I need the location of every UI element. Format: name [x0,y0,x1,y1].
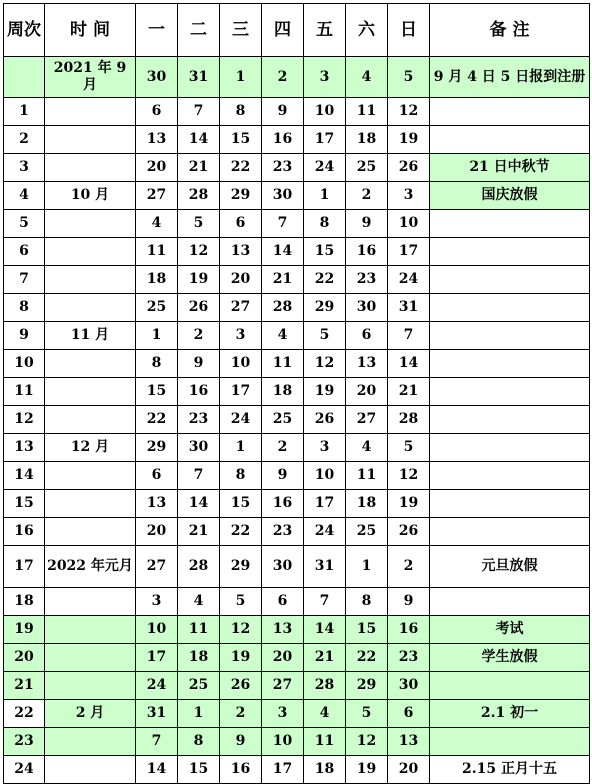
day-cell: 7 [178,98,220,126]
day-cell: 22 [136,406,178,434]
table-row [4,126,590,154]
day-cell: 30 [262,182,304,210]
day-cell: 29 [136,434,178,462]
day-cell: 10 [388,210,430,238]
day-cell: 6 [262,588,304,616]
month-label [45,672,136,700]
day-cell: 17 [220,378,262,406]
day-cell: 12 [304,350,346,378]
day-cell: 5 [178,210,220,238]
header-week: 周次 [4,4,45,57]
day-cell: 2 [220,700,262,728]
day-cell: 11 [262,350,304,378]
day-cell: 3 [262,700,304,728]
week-number: 4 [4,182,45,210]
day-cell: 16 [262,126,304,154]
table-row [4,518,590,546]
week-number: 9 [4,322,45,350]
day-cell: 20 [136,154,178,182]
day-cell: 18 [178,644,220,672]
day-cell: 19 [388,126,430,154]
note-cell [430,728,590,756]
week-number: 8 [4,294,45,322]
day-cell: 14 [262,238,304,266]
day-cell: 15 [220,490,262,518]
day-cell: 31 [178,57,220,98]
note-cell [430,672,590,700]
month-label [45,350,136,378]
day-cell: 5 [346,700,388,728]
day-cell: 8 [220,98,262,126]
note-cell [430,126,590,154]
day-cell: 17 [136,644,178,672]
day-cell: 2 [262,434,304,462]
day-cell: 15 [346,616,388,644]
note-cell: 元旦放假 [430,546,590,588]
day-cell: 29 [220,546,262,588]
day-cell: 19 [304,378,346,406]
month-label [45,266,136,294]
day-cell: 27 [262,672,304,700]
day-cell: 17 [304,490,346,518]
week-number: 6 [4,238,45,266]
day-cell: 29 [220,182,262,210]
day-cell: 22 [220,518,262,546]
note-cell [430,378,590,406]
day-cell: 23 [346,266,388,294]
day-cell: 16 [346,238,388,266]
day-cell: 23 [262,154,304,182]
month-label [45,756,136,784]
day-cell: 17 [304,126,346,154]
day-cell: 10 [262,728,304,756]
table-row [4,238,590,266]
note-cell [430,350,590,378]
table-row [4,700,590,728]
day-cell: 14 [136,756,178,784]
day-cell: 11 [346,462,388,490]
day-cell: 18 [346,126,388,154]
day-cell: 20 [220,266,262,294]
day-cell: 24 [220,406,262,434]
day-cell: 19 [178,266,220,294]
day-cell: 11 [304,728,346,756]
note-cell [430,434,590,462]
day-cell: 4 [136,210,178,238]
day-cell: 28 [262,294,304,322]
day-cell: 6 [388,700,430,728]
table-row [4,462,590,490]
day-cell: 22 [220,154,262,182]
note-cell [430,238,590,266]
day-cell: 22 [304,266,346,294]
day-cell: 12 [388,98,430,126]
day-cell: 18 [304,756,346,784]
week-number: 13 [4,434,45,462]
day-cell: 10 [136,616,178,644]
day-cell: 4 [346,57,388,98]
day-cell: 11 [178,616,220,644]
week-number: 3 [4,154,45,182]
day-cell: 21 [178,518,220,546]
day-cell: 4 [304,700,346,728]
day-cell: 23 [178,406,220,434]
day-cell: 16 [220,756,262,784]
note-cell: 2.1 初一 [430,700,590,728]
day-cell: 8 [220,462,262,490]
note-cell: 9 月 4 日 5 日报到注册 [430,57,590,98]
day-cell: 25 [346,518,388,546]
note-cell [430,266,590,294]
day-cell: 23 [262,518,304,546]
table-row [4,588,590,616]
day-cell: 8 [346,588,388,616]
week-number: 20 [4,644,45,672]
day-cell: 25 [178,672,220,700]
day-cell: 20 [136,518,178,546]
day-cell: 1 [220,57,262,98]
day-cell: 4 [346,434,388,462]
day-cell: 26 [388,154,430,182]
table-row [4,322,590,350]
day-cell: 1 [178,700,220,728]
month-label: 12 月 [45,434,136,462]
day-cell: 21 [262,266,304,294]
month-label: 2022 年元月 [45,546,136,588]
day-cell: 25 [346,154,388,182]
day-cell: 1 [220,434,262,462]
header-day: 四 [262,4,304,57]
day-cell: 6 [220,210,262,238]
day-cell: 17 [262,756,304,784]
day-cell: 11 [136,238,178,266]
week-number: 16 [4,518,45,546]
table-row [4,406,590,434]
day-cell: 7 [136,728,178,756]
day-cell: 24 [304,154,346,182]
day-cell: 17 [388,238,430,266]
note-cell: 2.15 正月十五 [430,756,590,784]
day-cell: 26 [178,294,220,322]
note-cell: 国庆放假 [430,182,590,210]
day-cell: 26 [220,672,262,700]
day-cell: 13 [220,238,262,266]
day-cell: 15 [220,126,262,154]
day-cell: 13 [136,490,178,518]
note-cell: 考试 [430,616,590,644]
day-cell: 10 [220,350,262,378]
table-row [4,266,590,294]
day-cell: 9 [262,462,304,490]
day-cell: 12 [220,616,262,644]
day-cell: 5 [388,434,430,462]
day-cell: 25 [262,406,304,434]
day-cell: 21 [388,378,430,406]
month-label [45,462,136,490]
day-cell: 10 [304,462,346,490]
day-cell: 12 [178,238,220,266]
day-cell: 26 [388,518,430,546]
day-cell: 3 [304,57,346,98]
day-cell: 6 [346,322,388,350]
table-row [4,98,590,126]
day-cell: 8 [178,728,220,756]
day-cell: 5 [220,588,262,616]
month-label: 11 月 [45,322,136,350]
day-cell: 14 [388,350,430,378]
day-cell: 21 [178,154,220,182]
header-day: 日 [388,4,430,57]
note-cell [430,294,590,322]
day-cell: 18 [136,266,178,294]
note-cell [430,210,590,238]
note-cell [430,518,590,546]
day-cell: 13 [388,728,430,756]
table-row [4,672,590,700]
day-cell: 26 [304,406,346,434]
day-cell: 9 [388,588,430,616]
note-cell [430,98,590,126]
day-cell: 3 [388,182,430,210]
week-number [4,57,45,98]
day-cell: 8 [136,350,178,378]
header-row [4,4,590,57]
day-cell: 12 [346,728,388,756]
header-day: 五 [304,4,346,57]
day-cell: 21 [304,644,346,672]
month-label [45,378,136,406]
week-number: 24 [4,756,45,784]
week-number: 7 [4,266,45,294]
day-cell: 30 [178,434,220,462]
day-cell: 30 [388,672,430,700]
note-cell: 21 日中秋节 [430,154,590,182]
day-cell: 4 [262,322,304,350]
school-calendar-table [3,3,590,784]
day-cell: 7 [304,588,346,616]
day-cell: 8 [304,210,346,238]
day-cell: 5 [304,322,346,350]
day-cell: 1 [136,322,178,350]
month-label [45,490,136,518]
day-cell: 18 [346,490,388,518]
week-number: 14 [4,462,45,490]
day-cell: 15 [304,238,346,266]
month-label: 2 月 [45,700,136,728]
day-cell: 31 [136,700,178,728]
day-cell: 14 [304,616,346,644]
day-cell: 10 [304,98,346,126]
table-row [4,546,590,588]
table-row [4,294,590,322]
table-row [4,644,590,672]
day-cell: 20 [388,756,430,784]
day-cell: 31 [388,294,430,322]
week-number: 10 [4,350,45,378]
day-cell: 9 [262,98,304,126]
day-cell: 16 [262,490,304,518]
month-label [45,154,136,182]
day-cell: 14 [178,126,220,154]
day-cell: 6 [136,98,178,126]
table-row [4,154,590,182]
day-cell: 28 [388,406,430,434]
day-cell: 4 [178,588,220,616]
table-row [4,490,590,518]
day-cell: 11 [346,98,388,126]
week-number: 12 [4,406,45,434]
table-row [4,756,590,784]
day-cell: 3 [136,588,178,616]
week-number: 2 [4,126,45,154]
note-cell [430,588,590,616]
week-number: 17 [4,546,45,588]
note-cell: 学生放假 [430,644,590,672]
day-cell: 16 [388,616,430,644]
day-cell: 30 [262,546,304,588]
day-cell: 9 [346,210,388,238]
day-cell: 24 [136,672,178,700]
table-row [4,182,590,210]
week-number: 18 [4,588,45,616]
header-day: 六 [346,4,388,57]
day-cell: 7 [262,210,304,238]
table-row [4,378,590,406]
day-cell: 7 [178,462,220,490]
note-cell [430,462,590,490]
day-cell: 18 [262,378,304,406]
day-cell: 28 [178,182,220,210]
day-cell: 20 [262,644,304,672]
day-cell: 1 [304,182,346,210]
week-number: 21 [4,672,45,700]
day-cell: 2 [388,546,430,588]
day-cell: 28 [178,546,220,588]
day-cell: 19 [346,756,388,784]
table-row [4,434,590,462]
day-cell: 23 [388,644,430,672]
day-cell: 14 [178,490,220,518]
day-cell: 15 [178,756,220,784]
day-cell: 19 [220,644,262,672]
day-cell: 22 [346,644,388,672]
week-number: 15 [4,490,45,518]
note-cell [430,322,590,350]
day-cell: 15 [136,378,178,406]
table-row [4,728,590,756]
day-cell: 28 [304,672,346,700]
month-label [45,210,136,238]
month-label [45,406,136,434]
day-cell: 7 [388,322,430,350]
header-day: 二 [178,4,220,57]
day-cell: 5 [388,57,430,98]
day-cell: 6 [136,462,178,490]
month-label: 10 月 [45,182,136,210]
month-label [45,588,136,616]
day-cell: 30 [346,294,388,322]
week-number: 5 [4,210,45,238]
month-label [45,294,136,322]
week-number: 19 [4,616,45,644]
week-number: 1 [4,98,45,126]
day-cell: 27 [136,182,178,210]
day-cell: 27 [136,546,178,588]
day-cell: 27 [220,294,262,322]
week-number: 23 [4,728,45,756]
day-cell: 29 [346,672,388,700]
day-cell: 12 [388,462,430,490]
day-cell: 9 [178,350,220,378]
day-cell: 19 [388,490,430,518]
day-cell: 29 [304,294,346,322]
table-row [4,57,590,98]
week-number: 22 [4,700,45,728]
day-cell: 2 [262,57,304,98]
header-note: 备 注 [430,4,590,57]
day-cell: 25 [136,294,178,322]
week-number: 11 [4,378,45,406]
month-label [45,238,136,266]
day-cell: 31 [304,546,346,588]
month-label [45,644,136,672]
table-row [4,616,590,644]
day-cell: 2 [346,182,388,210]
day-cell: 3 [304,434,346,462]
day-cell: 13 [262,616,304,644]
note-cell [430,406,590,434]
month-label [45,728,136,756]
month-label [45,126,136,154]
day-cell: 2 [178,322,220,350]
day-cell: 13 [346,350,388,378]
table-row [4,210,590,238]
header-day: 一 [136,4,178,57]
day-cell: 24 [304,518,346,546]
day-cell: 16 [178,378,220,406]
month-label: 2021 年 9 月 [45,57,136,98]
header-time: 时 间 [45,4,136,57]
day-cell: 9 [220,728,262,756]
month-label [45,616,136,644]
month-label [45,98,136,126]
day-cell: 13 [136,126,178,154]
day-cell: 30 [136,57,178,98]
day-cell: 24 [388,266,430,294]
header-day: 三 [220,4,262,57]
day-cell: 20 [346,378,388,406]
month-label [45,518,136,546]
day-cell: 27 [346,406,388,434]
note-cell [430,490,590,518]
day-cell: 1 [346,546,388,588]
table-row [4,350,590,378]
day-cell: 3 [220,322,262,350]
